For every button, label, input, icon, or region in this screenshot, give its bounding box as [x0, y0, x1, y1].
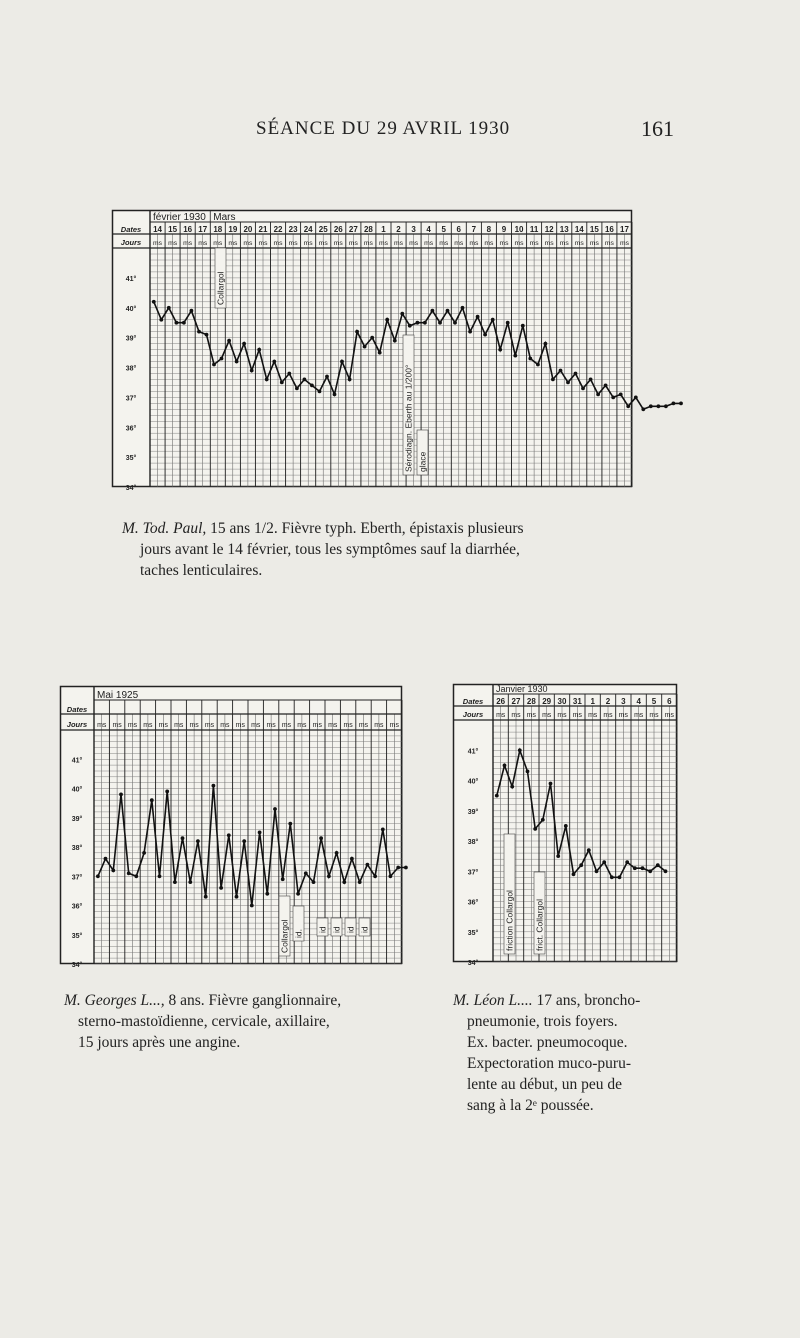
annotation-label: friction Collargol — [504, 890, 515, 951]
temperature-point — [358, 880, 362, 884]
temperature-point — [595, 869, 599, 873]
day-label: 14 — [153, 225, 162, 234]
day-label: 15 — [168, 225, 178, 234]
temperature-point — [325, 375, 329, 379]
temperature-point — [303, 378, 307, 382]
day-label: 28 — [363, 225, 373, 234]
temperature-point — [566, 381, 570, 385]
jours-label: Jours — [66, 720, 88, 729]
day-label: 31 — [572, 697, 582, 706]
day-label: 1 — [381, 225, 386, 234]
day-label: 4 — [636, 697, 641, 706]
day-label: 2 — [396, 225, 401, 234]
page-number: 161 — [641, 116, 674, 141]
temperature-point — [158, 874, 162, 878]
temperature-point — [618, 875, 622, 879]
temperature-point — [649, 404, 653, 408]
temperature-point — [350, 857, 354, 861]
period-label: ms — [589, 240, 599, 247]
temperature-point — [404, 866, 408, 870]
day-label: 18 — [213, 225, 223, 234]
temperature-point — [551, 378, 555, 382]
temperature-point — [355, 330, 359, 334]
annotation-label: glace — [417, 451, 428, 472]
day-label: 16 — [604, 225, 614, 234]
period-label: ms — [198, 240, 208, 247]
period-label: ms — [297, 722, 307, 729]
period-label: ms — [557, 712, 567, 719]
temperature-point — [175, 321, 179, 325]
temperature-point — [363, 345, 367, 349]
temperature-point — [287, 372, 291, 376]
temperature-point — [378, 351, 382, 355]
period-label: ms — [243, 240, 253, 247]
period-label: ms — [454, 240, 464, 247]
annotation-label: id. — [293, 929, 304, 938]
temperature-point — [197, 330, 201, 334]
temperature-point — [119, 793, 123, 797]
day-label: 7 — [471, 225, 477, 234]
temperature-point — [281, 877, 285, 881]
temperature-point — [242, 839, 246, 843]
temperature-point — [476, 315, 480, 319]
temperature-point — [587, 848, 591, 852]
annotation-label: id — [345, 926, 356, 933]
period-label: ms — [389, 722, 399, 729]
temperature-point — [648, 869, 652, 873]
temperature-chart-leon — [453, 684, 677, 967]
temperature-point — [327, 874, 331, 878]
temperature-point — [656, 863, 660, 867]
period-label: ms — [511, 712, 521, 719]
period-label: ms — [333, 240, 343, 247]
dates-label: Dates — [66, 705, 88, 714]
temperature-point — [633, 866, 637, 870]
temperature-point — [304, 871, 308, 875]
temperature-point — [190, 309, 194, 313]
temperature-point — [611, 396, 615, 400]
period-label: ms — [514, 240, 524, 247]
temperature-point — [533, 827, 537, 831]
temperature-point — [510, 785, 514, 789]
month-label: février 1930 — [153, 212, 206, 223]
temperature-point — [273, 807, 277, 811]
temperature-point — [641, 407, 645, 411]
temperature-point — [579, 863, 583, 867]
period-label: ms — [97, 722, 107, 729]
temperature-point — [446, 309, 450, 313]
temperature-point — [181, 836, 185, 840]
day-label: 24 — [303, 225, 313, 234]
temperature-point — [340, 360, 344, 364]
day-label: 9 — [501, 225, 507, 234]
temperature-point — [626, 404, 630, 408]
dates-label: Dates — [462, 697, 484, 706]
period-label: ms — [618, 712, 628, 719]
temperature-point — [513, 354, 517, 358]
temperature-point — [610, 875, 614, 879]
temperature-point — [641, 866, 645, 870]
temperature-point — [196, 839, 200, 843]
temperature-point — [541, 818, 545, 822]
month-label: Mars — [213, 212, 236, 223]
temperature-point — [165, 790, 169, 794]
period-label: ms — [634, 712, 644, 719]
temperature-point — [188, 880, 192, 884]
temperature-point — [227, 833, 231, 837]
period-label: ms — [220, 722, 230, 729]
period-label: ms — [378, 240, 388, 247]
period-label: ms — [526, 712, 536, 719]
temperature-point — [468, 330, 472, 334]
temperature-point — [521, 324, 525, 328]
period-label: ms — [204, 722, 215, 729]
period-label: ms — [343, 722, 353, 729]
period-label: ms — [529, 240, 539, 247]
temperature-point — [625, 860, 629, 864]
y-tick-label: 38° — [467, 839, 479, 846]
day-label: 25 — [318, 225, 328, 234]
y-tick-label: 40° — [467, 778, 479, 786]
day-label: 3 — [621, 697, 626, 706]
temperature-point — [366, 863, 370, 867]
period-label: ms — [496, 712, 506, 719]
day-label: 14 — [574, 225, 584, 234]
temperature-point — [495, 794, 499, 798]
temperature-point — [602, 860, 606, 864]
period-label: ms — [394, 240, 404, 247]
day-label: 19 — [228, 225, 238, 234]
period-label: ms — [303, 240, 313, 247]
period-label: ms — [153, 240, 163, 247]
temperature-point — [393, 339, 397, 343]
caption-leon: M. Léon L.... 17 ans, broncho- pneumonie, trois foyers. Ex. bacter. pneumocoque. Expectoration muco-puru- lente au début, un peu de sang à la 2ᵉ poussée. — [453, 992, 641, 1114]
y-tick-label: 35° — [125, 455, 137, 463]
temperature-point — [173, 880, 177, 884]
temperature-point — [212, 363, 216, 367]
day-label: 5 — [441, 225, 446, 234]
temperature-point — [250, 369, 254, 373]
temperature-point — [104, 857, 108, 861]
y-tick-label: 34° — [71, 962, 83, 969]
temperature-point — [544, 342, 548, 346]
day-label: 16 — [183, 225, 193, 234]
temperature-point — [205, 333, 209, 337]
temperature-point — [389, 874, 393, 878]
period-label: ms — [312, 722, 322, 729]
month-label: Mai 1925 — [97, 690, 139, 701]
period-label: ms — [273, 240, 283, 247]
day-label: 27 — [511, 697, 521, 706]
temperature-point — [526, 770, 530, 774]
day-label: 3 — [411, 225, 416, 234]
temperature-point — [258, 831, 262, 835]
period-label: ms — [363, 240, 373, 247]
temperature-point — [536, 363, 540, 367]
y-tick-label: 38° — [125, 365, 137, 373]
temperature-point — [227, 339, 231, 343]
day-label: 11 — [529, 225, 539, 234]
period-label: ms — [542, 712, 552, 719]
y-tick-label: 37° — [71, 874, 83, 882]
period-label: ms — [604, 240, 614, 247]
temperature-point — [265, 892, 269, 896]
temperature-point — [657, 404, 661, 408]
period-label: ms — [183, 240, 193, 247]
period-label: ms — [213, 240, 223, 247]
annotation-label: id — [359, 926, 370, 933]
temperature-point — [134, 874, 138, 878]
temperature-point — [679, 402, 683, 406]
temperature-point — [559, 369, 563, 373]
day-label: 22 — [273, 225, 283, 234]
temperature-point — [288, 822, 292, 826]
y-tick-label: 39° — [467, 808, 479, 816]
temperature-point — [431, 309, 435, 313]
period-label: ms — [484, 240, 494, 247]
temperature-point — [498, 348, 502, 352]
day-label: 10 — [514, 225, 524, 234]
period-label: ms — [235, 722, 245, 729]
y-tick-label: 37° — [467, 869, 479, 877]
period-label: ms — [649, 712, 659, 719]
day-label: 2 — [605, 697, 611, 706]
header-title: SÉANCE DU 29 AVRIL 1930 — [256, 118, 511, 139]
day-label: 21 — [258, 225, 268, 234]
period-label: ms — [619, 240, 629, 247]
temperature-point — [335, 851, 339, 855]
period-label: ms — [189, 722, 199, 729]
y-tick-label: 35° — [467, 929, 479, 937]
temperature-point — [235, 360, 239, 364]
y-tick-label: 39° — [71, 815, 83, 823]
temperature-point — [318, 390, 322, 394]
period-label: ms — [328, 722, 338, 729]
temperature-point — [423, 321, 427, 325]
temperature-point — [503, 764, 507, 768]
day-label: 15 — [589, 225, 599, 234]
jours-label: Jours — [462, 710, 484, 719]
temperature-point — [265, 378, 269, 382]
temperature-point — [167, 306, 171, 310]
temperature-point — [619, 393, 623, 397]
y-tick-label: 38° — [71, 845, 83, 852]
temperature-point — [319, 836, 323, 840]
y-tick-label: 36° — [71, 903, 83, 911]
period-label: ms — [228, 240, 238, 247]
day-label: 26 — [333, 225, 343, 234]
temperature-point — [416, 321, 420, 325]
temperature-chart-tod-paul — [112, 210, 632, 492]
day-label: 28 — [526, 697, 536, 706]
period-label: ms — [664, 712, 674, 719]
annotation-label: id — [317, 926, 328, 933]
temperature-point — [219, 886, 223, 890]
period-label: ms — [251, 722, 261, 729]
temperature-point — [182, 321, 186, 325]
period-label: ms — [288, 240, 298, 247]
temperature-point — [250, 904, 254, 908]
temperature-point — [127, 871, 131, 875]
temperature-point — [257, 348, 261, 352]
period-label: ms — [266, 722, 276, 729]
period-label: ms — [168, 240, 178, 247]
period-label: ms — [318, 240, 328, 247]
y-tick-label: 40° — [71, 786, 83, 794]
y-tick-label: 36° — [467, 899, 479, 907]
day-label: 27 — [348, 225, 358, 234]
temperature-point — [373, 874, 377, 878]
temperature-point — [604, 384, 608, 388]
period-label: ms — [544, 240, 554, 247]
annotation-label: id — [331, 926, 342, 933]
dates-label: Dates — [120, 225, 142, 234]
day-label: 17 — [198, 225, 208, 234]
day-label: 17 — [620, 225, 629, 234]
period-label: ms — [127, 722, 138, 729]
temperature-point — [295, 387, 299, 391]
period-label: ms — [424, 240, 434, 247]
y-tick-label: 37° — [125, 395, 137, 403]
temperature-point — [549, 782, 553, 786]
y-tick-label: 40° — [125, 305, 137, 313]
period-label: ms — [374, 722, 384, 729]
day-label: 12 — [544, 225, 554, 234]
period-label: ms — [499, 240, 509, 247]
day-label: 4 — [426, 225, 431, 234]
temperature-point — [111, 869, 115, 873]
temperature-point — [333, 393, 337, 397]
y-tick-label: 41° — [467, 748, 479, 756]
temperature-point — [142, 851, 146, 855]
day-label: 6 — [456, 225, 462, 234]
caption-georges: M. Georges L..., 8 ans. Fièvre ganglionnaire, sterno-mastoïdienne, cervicale, axillaire, 15 jours après une angine. — [64, 992, 342, 1051]
period-label: ms — [174, 722, 184, 729]
temperature-chart-georges — [60, 686, 402, 969]
annotation-label: Sérodiagn. Eberth au 1/200° — [403, 364, 414, 472]
period-label: ms — [574, 240, 584, 247]
temperature-point — [664, 869, 668, 873]
temperature-point — [672, 402, 676, 406]
temperature-point — [572, 872, 576, 876]
temperature-point — [212, 784, 216, 788]
temperature-point — [438, 321, 442, 325]
temperature-point — [296, 892, 300, 896]
temperature-point — [556, 854, 560, 858]
period-label: ms — [603, 712, 613, 719]
y-tick-label: 35° — [71, 932, 83, 940]
temperature-point — [589, 378, 593, 382]
temperature-point — [581, 387, 585, 391]
period-label: ms — [588, 712, 598, 719]
temperature-point — [159, 318, 163, 322]
period-label: ms — [358, 722, 369, 729]
temperature-point — [150, 798, 154, 802]
period-label: ms — [258, 240, 268, 247]
y-tick-label: 41° — [125, 275, 137, 283]
period-label: ms — [572, 712, 582, 719]
day-label: 30 — [557, 697, 567, 706]
period-label: ms — [348, 240, 358, 247]
period-label: ms — [559, 240, 569, 247]
day-label: 5 — [651, 697, 657, 706]
y-tick-label: 39° — [125, 335, 137, 343]
temperature-point — [272, 360, 276, 364]
annotation-label: Collargol — [279, 919, 290, 953]
temperature-point — [400, 312, 404, 316]
temperature-point — [280, 381, 284, 385]
temperature-point — [483, 333, 487, 337]
temperature-point — [204, 895, 208, 899]
month-label: Janvier 1930 — [496, 684, 548, 694]
y-tick-label: 34° — [467, 960, 479, 967]
day-label: 26 — [496, 697, 506, 706]
y-tick-label: 36° — [125, 425, 137, 433]
temperature-point — [242, 342, 246, 346]
day-label: 1 — [590, 697, 595, 706]
jours-label: Jours — [120, 238, 142, 247]
period-label: ms — [112, 722, 122, 729]
day-label: 6 — [667, 697, 672, 706]
temperature-point — [491, 318, 495, 322]
y-tick-label: 34° — [125, 485, 137, 492]
temperature-point — [506, 321, 510, 325]
period-label: ms — [281, 722, 292, 729]
day-label: 13 — [559, 225, 569, 234]
period-label: ms — [439, 240, 449, 247]
temperature-point — [348, 378, 352, 382]
temperature-point — [564, 824, 568, 828]
temperature-point — [235, 895, 239, 899]
temperature-point — [596, 393, 600, 397]
caption-tod-paul: M. Tod. Paul, 15 ans 1/2. Fièvre typh. Eberth, épistaxis plusieurs jours avant le 14 février, tous les symptômes sauf la diarrhée, taches lenticulaires. — [122, 520, 524, 579]
temperature-point — [385, 318, 389, 322]
y-tick-label: 41° — [71, 757, 83, 765]
temperature-point — [664, 404, 668, 408]
temperature-point — [518, 748, 522, 752]
temperature-point — [220, 357, 224, 361]
period-label: ms — [409, 240, 419, 247]
temperature-point — [453, 321, 457, 325]
annotation-label: frict. Collargol — [534, 899, 545, 951]
temperature-point — [461, 306, 465, 310]
day-label: 8 — [486, 225, 492, 234]
temperature-point — [152, 300, 156, 304]
period-label: ms — [469, 240, 479, 247]
period-label: ms — [143, 722, 153, 729]
temperature-point — [312, 880, 316, 884]
page-header — [0, 116, 800, 146]
temperature-point — [381, 828, 385, 832]
temperature-point — [310, 384, 314, 388]
temperature-point — [396, 866, 400, 870]
day-label: 20 — [243, 225, 253, 234]
temperature-point — [370, 336, 374, 340]
temperature-point — [96, 874, 100, 878]
day-label: 23 — [288, 225, 298, 234]
temperature-point — [634, 396, 638, 400]
temperature-point — [342, 880, 346, 884]
temperature-point — [528, 357, 532, 361]
temperature-point — [408, 324, 412, 328]
period-label: ms — [158, 722, 168, 729]
annotation-label: Collargol — [215, 271, 226, 305]
temperature-point — [574, 372, 578, 376]
day-label: 29 — [542, 697, 552, 706]
